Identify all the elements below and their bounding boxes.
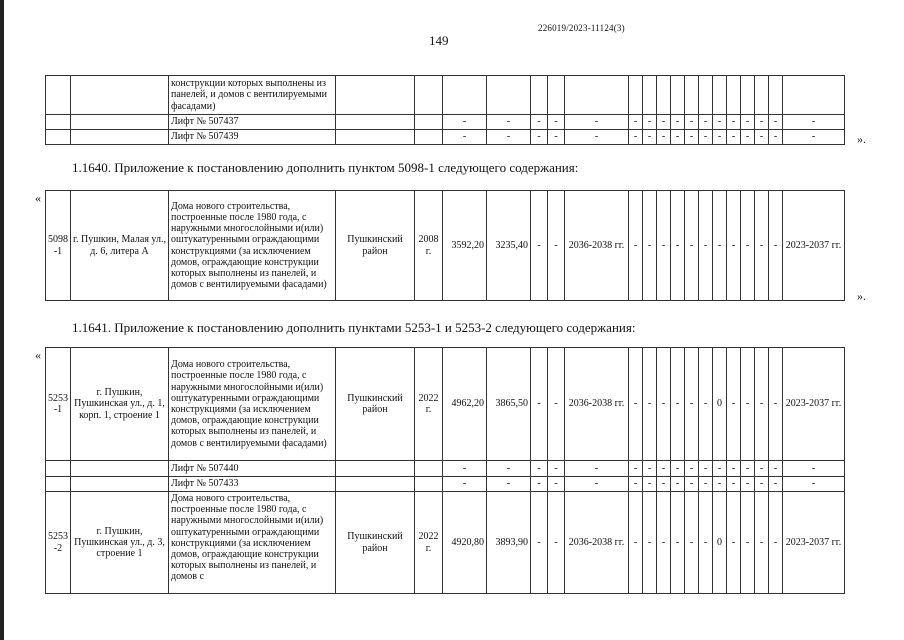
dash-cell: - (443, 130, 487, 145)
dash-cell: - (565, 115, 629, 130)
dash-cell: - (657, 461, 671, 477)
dash-cell: - (487, 115, 531, 130)
table-row (46, 115, 845, 130)
dash-cell: - (741, 191, 755, 301)
dash-cell: - (783, 115, 845, 130)
dash-cell: - (741, 477, 755, 492)
dash-cell: - (443, 461, 487, 477)
period-repair-cell: 2036-2038 гг. (565, 492, 629, 594)
dash-cell: - (769, 348, 783, 461)
dash-cell: - (699, 115, 713, 130)
dash-cell: - (565, 130, 629, 145)
row-number: 5253 -2 (46, 492, 71, 594)
closing-quote: ». (857, 132, 866, 146)
dash-cell: - (755, 191, 769, 301)
dash-cell: - (671, 348, 685, 461)
dash-cell: - (643, 492, 657, 594)
dash-cell: - (727, 461, 741, 477)
dash-cell: - (699, 191, 713, 301)
table-row (46, 348, 845, 461)
dash-cell: - (531, 461, 548, 477)
empty-cell (336, 115, 415, 130)
dash-cell: - (769, 115, 783, 130)
dash-cell: - (685, 492, 699, 594)
lift-label: Лифт № 507439 (169, 130, 336, 145)
zero-cell: 0 (713, 348, 727, 461)
period-repair-cell: 2036-2038 гг. (565, 191, 629, 301)
dash-cell: - (643, 191, 657, 301)
addition-table-5098-1 (45, 190, 845, 301)
empty-cell (71, 477, 169, 492)
dash-cell: - (741, 130, 755, 145)
area-living-cell: 3893,90 (487, 492, 531, 594)
table-row (46, 461, 845, 477)
dash-cell: - (755, 461, 769, 477)
dash-cell: - (548, 461, 565, 477)
dash-cell: - (548, 115, 565, 130)
dash-cell: - (487, 461, 531, 477)
dash-cell: - (685, 461, 699, 477)
dash-cell: - (548, 492, 565, 594)
empty-cell (531, 76, 548, 115)
dash-cell: - (741, 492, 755, 594)
dash-cell: - (685, 477, 699, 492)
empty-cell (415, 461, 443, 477)
empty-cell (336, 461, 415, 477)
dash-cell: - (741, 348, 755, 461)
dash-cell: - (657, 191, 671, 301)
empty-cell (336, 130, 415, 145)
empty-cell (685, 76, 699, 115)
district-cell: Пушкинский район (336, 191, 415, 301)
dash-cell: - (727, 191, 741, 301)
dash-cell: - (671, 130, 685, 145)
zero-cell: 0 (713, 492, 727, 594)
dash-cell: - (783, 130, 845, 145)
dash-cell: - (565, 477, 629, 492)
dash-cell: - (657, 115, 671, 130)
empty-cell (565, 76, 629, 115)
dash-cell: - (699, 477, 713, 492)
empty-cell (629, 76, 643, 115)
period-final-cell: 2023-2037 гг. (783, 348, 845, 461)
dash-cell: - (629, 348, 643, 461)
table-row (46, 492, 845, 594)
dash-cell: - (769, 461, 783, 477)
dash-cell: - (755, 115, 769, 130)
description-cell: Дома нового строительства, построенные после 1980 года, с наружными многослойными и(или) оштукатуренными ограждающими конструкциями (за исключением домов, ограждающие конструкции которых выполнены из панелей, и домов с вентилируемыми фасадами) (169, 348, 336, 461)
dash-cell: - (727, 115, 741, 130)
lift-label: Лифт № 507437 (169, 115, 336, 130)
dash-cell: - (629, 477, 643, 492)
dash-cell: - (685, 191, 699, 301)
area-living-cell: 3865,50 (487, 348, 531, 461)
empty-cell (46, 130, 71, 145)
dash-cell: - (657, 477, 671, 492)
empty-cell (71, 115, 169, 130)
dash-cell: - (713, 477, 727, 492)
lift-label: Лифт № 507440 (169, 461, 336, 477)
empty-cell (783, 76, 845, 115)
dash-cell: - (755, 130, 769, 145)
dash-cell: - (727, 477, 741, 492)
empty-cell (415, 477, 443, 492)
dash-cell: - (657, 348, 671, 461)
dash-cell: - (643, 348, 657, 461)
continuation-table (45, 75, 845, 145)
empty-cell (769, 76, 783, 115)
dash-cell: - (769, 477, 783, 492)
dash-cell: - (713, 191, 727, 301)
dash-cell: - (685, 115, 699, 130)
opening-quote: « (35, 191, 41, 205)
page-edge-scan-border (0, 0, 4, 640)
dash-cell: - (487, 477, 531, 492)
dash-cell: - (671, 477, 685, 492)
dash-cell: - (727, 130, 741, 145)
empty-cell (415, 130, 443, 145)
description-cell: конструкции которых выполнены из панелей, и домов с вентилируемыми фасадами) (169, 76, 336, 115)
dash-cell: - (629, 115, 643, 130)
dash-cell: - (657, 130, 671, 145)
year-cell: 2022 г. (415, 348, 443, 461)
empty-cell (487, 76, 531, 115)
dash-cell: - (531, 348, 548, 461)
dash-cell: - (713, 130, 727, 145)
period-final-cell: 2023-2037 гг. (783, 191, 845, 301)
dash-cell: - (685, 348, 699, 461)
period-final-cell: 2023-2037 гг. (783, 492, 845, 594)
empty-cell (46, 461, 71, 477)
dash-cell: - (699, 461, 713, 477)
dash-cell: - (755, 492, 769, 594)
dash-cell: - (531, 492, 548, 594)
empty-cell (671, 76, 685, 115)
dash-cell: - (755, 348, 769, 461)
description-cell: Дома нового строительства, построенные после 1980 года, с наружными многослойными и(или) оштукатуренными ограждающими конструкциями (за исключением домов, ограждающие конструкции которых выполнены из панелей, и домов с (169, 492, 336, 594)
dash-cell: - (629, 130, 643, 145)
empty-cell (741, 76, 755, 115)
year-cell: 2022 г. (415, 492, 443, 594)
opening-quote: « (35, 348, 41, 362)
dash-cell: - (769, 191, 783, 301)
section-heading: 1.1641. Приложение к постановлению дополнить пунктами 5253-1 и 5253-2 следующего содержания: (72, 320, 636, 335)
empty-cell (415, 115, 443, 130)
empty-cell (713, 76, 727, 115)
area-living-cell: 3235,40 (487, 191, 531, 301)
dash-cell: - (629, 492, 643, 594)
district-cell: Пушкинский район (336, 492, 415, 594)
dash-cell: - (629, 191, 643, 301)
empty-cell (443, 76, 487, 115)
dash-cell: - (699, 492, 713, 594)
dash-cell: - (643, 115, 657, 130)
dash-cell: - (769, 130, 783, 145)
table-row (46, 477, 845, 492)
dash-cell: - (713, 461, 727, 477)
dash-cell: - (548, 130, 565, 145)
dash-cell: - (783, 461, 845, 477)
document-number: 226019/2023-11124(3) (538, 23, 625, 33)
address-cell: г. Пушкин, Пушкинская ул., д. 1, корп. 1, строение 1 (71, 348, 169, 461)
dash-cell: - (565, 461, 629, 477)
description-cell: Дома нового строительства, построенные после 1980 года, с наружными многослойными и(или) оштукатуренными ограждающими конструкциями (за исключением домов, ограждающие конструкции которых выполнены из панелей, и домов с вентилируемыми фасадами) (169, 191, 336, 301)
dash-cell: - (727, 348, 741, 461)
table-row (46, 130, 845, 145)
dash-cell: - (713, 115, 727, 130)
empty-cell (699, 76, 713, 115)
dash-cell: - (443, 115, 487, 130)
area-total-cell: 3592,20 (443, 191, 487, 301)
empty-cell (336, 76, 415, 115)
dash-cell: - (699, 130, 713, 145)
table-row (46, 76, 845, 115)
closing-quote: ». (857, 289, 866, 303)
empty-cell (46, 477, 71, 492)
section-heading: 1.1640. Приложение к постановлению дополнить пунктом 5098-1 следующего содержания: (72, 160, 579, 175)
dash-cell: - (769, 492, 783, 594)
dash-cell: - (548, 348, 565, 461)
empty-cell (657, 76, 671, 115)
dash-cell: - (629, 461, 643, 477)
dash-cell: - (531, 115, 548, 130)
dash-cell: - (671, 115, 685, 130)
dash-cell: - (685, 130, 699, 145)
empty-cell (46, 76, 71, 115)
dash-cell: - (727, 492, 741, 594)
empty-cell (643, 76, 657, 115)
empty-cell (548, 76, 565, 115)
address-cell: г. Пушкин, Малая ул., д. 6, литера А (71, 191, 169, 301)
empty-cell (46, 115, 71, 130)
dash-cell: - (755, 477, 769, 492)
area-total-cell: 4920,80 (443, 492, 487, 594)
dash-cell: - (548, 191, 565, 301)
dash-cell: - (783, 477, 845, 492)
empty-cell (755, 76, 769, 115)
dash-cell: - (643, 130, 657, 145)
dash-cell: - (531, 130, 548, 145)
dash-cell: - (443, 477, 487, 492)
empty-cell (336, 477, 415, 492)
period-repair-cell: 2036-2038 гг. (565, 348, 629, 461)
year-cell: 2008 г. (415, 191, 443, 301)
dash-cell: - (699, 348, 713, 461)
area-total-cell: 4962,20 (443, 348, 487, 461)
row-number: 5098 -1 (46, 191, 71, 301)
dash-cell: - (531, 191, 548, 301)
page-number: 149 (429, 33, 449, 48)
empty-cell (71, 461, 169, 477)
addition-table-5253 (45, 347, 845, 594)
dash-cell: - (643, 477, 657, 492)
dash-cell: - (531, 477, 548, 492)
row-number: 5253 -1 (46, 348, 71, 461)
empty-cell (727, 76, 741, 115)
dash-cell: - (671, 492, 685, 594)
dash-cell: - (657, 492, 671, 594)
dash-cell: - (671, 191, 685, 301)
empty-cell (71, 130, 169, 145)
lift-label: Лифт № 507433 (169, 477, 336, 492)
dash-cell: - (741, 461, 755, 477)
empty-cell (71, 76, 169, 115)
empty-cell (415, 76, 443, 115)
dash-cell: - (671, 461, 685, 477)
table-row (46, 191, 845, 301)
address-cell: г. Пушкин, Пушкинская ул., д. 3, строение 1 (71, 492, 169, 594)
dash-cell: - (741, 115, 755, 130)
dash-cell: - (548, 477, 565, 492)
dash-cell: - (643, 461, 657, 477)
dash-cell: - (487, 130, 531, 145)
district-cell: Пушкинский район (336, 348, 415, 461)
